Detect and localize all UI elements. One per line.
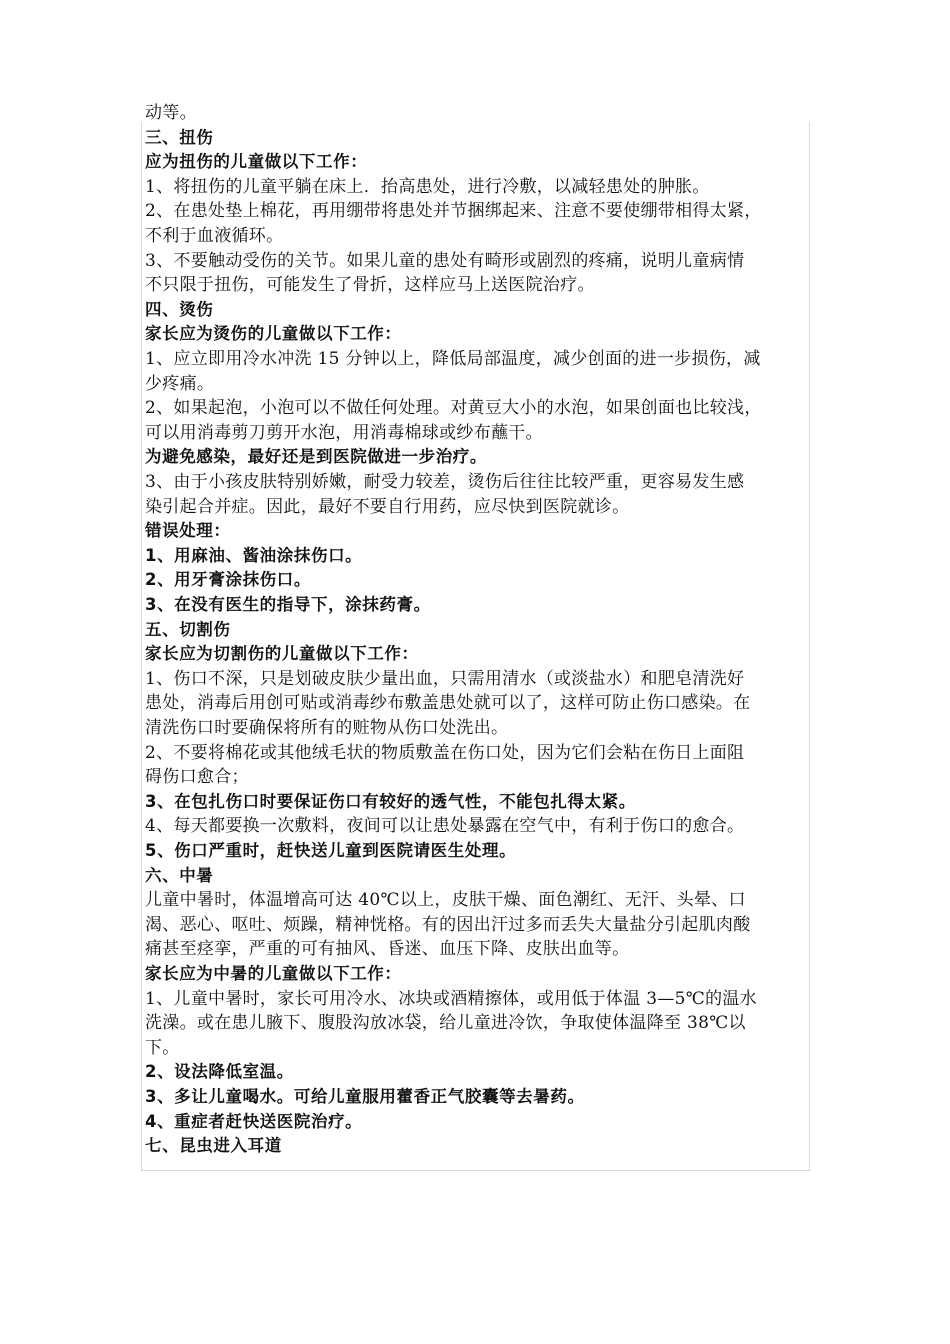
text-line: 3、不要触动受伤的关节。如果儿童的患处有畸形或剧烈的疼痛，说明儿童病情 [145, 250, 745, 271]
bold-text-line: 3、多让儿童喝水。可给儿童服用藿香正气胶囊等去暑药。 [145, 1087, 585, 1106]
text-line: 1、儿童中暑时，家长可用冷水、冰块或酒精擦体，或用低于体温 3—5℃的温水 [145, 988, 757, 1009]
text-line: 洗澡。或在患儿腋下、腹股沟放冰袋，给儿童进冷饮，争取使体温降至 38℃以 [145, 1013, 746, 1034]
bold-text-line: 错误处理： [145, 521, 231, 541]
text-line: 可以用消毒剪刀剪开水泡，用消毒棉球或纱布蘸干。 [145, 422, 543, 443]
bold-text-line: 六、中暑 [145, 865, 214, 885]
bold-text-line: 三、扭伤 [145, 127, 214, 147]
text-line: 渴、恶心、呕吐、烦躁，精神恍格。有的因出汗过多而丢失大量盐分引起肌肉酸 [145, 914, 751, 935]
bold-text-line: 家长应为切割伤的儿童做以下工作： [145, 644, 419, 664]
text-line: 下。 [145, 1037, 180, 1058]
text-line: 1、应立即用冷水冲洗 15 分钟以上，降低局部温度，减少创面的进一步损伤，减 [145, 349, 761, 369]
bold-text-line: 应为扭伤的儿童做以下工作： [145, 152, 368, 172]
text-line: 清洗伤口时要确保将所有的赃物从伤口处洗出。 [145, 718, 509, 738]
bold-text-line: 四、烫伤 [145, 299, 214, 319]
text-line: 动等。 [145, 103, 197, 123]
text-line: 少疼痛。 [145, 373, 215, 394]
text-line: 染引起合并症。因此，最好不要自行用药，应尽快到医院就诊。 [145, 496, 630, 517]
text-line: 3、由于小孩皮肤特别娇嫩，耐受力较差，烫伤后往往比较严重，更容易发生感 [145, 472, 745, 492]
text-line: 2、不要将棉花或其他绒毛状的物质敷盖在伤口处，因为它们会粘在伤日上面阻 [145, 742, 745, 763]
bold-text-line: 5、伤口严重时，赶快送儿童到医院请医生处理。 [145, 841, 517, 860]
bold-text-line: 五、切割伤 [145, 619, 231, 639]
text-line: 碍伤口愈合； [145, 767, 249, 788]
text-line: 不利于血液循环。 [145, 226, 284, 246]
text-line: 痛甚至痉挛，严重的可有抽风、昏迷、血压下降、皮肤出血等。 [145, 939, 630, 960]
text-line: 2、如果起泡，小泡可以不做任何处理。对黄豆大小的水泡，如果创面也比较浅， [145, 398, 762, 419]
bold-text-line: 2、设法降低室温。 [145, 1062, 294, 1082]
text-line: 儿童中暑时，体温增高可达 40℃以上，皮肤干燥、面色潮红、无汗、头晕、口 [145, 890, 746, 911]
bold-text-line: 七、昆虫进入耳道 [145, 1136, 282, 1156]
bold-text-line: 家长应为中暑的儿童做以下工作： [145, 964, 402, 983]
text-line: 不只限于扭伤，可能发生了骨折，这样应马上送医院治疗。 [145, 275, 595, 296]
text-line: 1、将扭伤的儿童平躺在床上．抬高患处，进行冷敷，以减轻患处的肿胀。 [145, 176, 710, 197]
bold-text-line: 家长应为烫伤的儿童做以下工作： [145, 324, 402, 344]
bold-text-line: 1、用麻油、酱油涂抹伤口。 [145, 545, 363, 565]
text-line: 患处，消毒后用创可贴或消毒纱布敷盖患处就可以了，这样可防止伤口感染。在 [145, 693, 751, 714]
text-line: 2、在患处垫上棉花，再用绷带将患处并节捆绑起来、注意不要使绷带相得太紧， [145, 201, 762, 222]
text-line: 1、伤口不深，只是划破皮肤少量出血，只需用清水（或淡盐水）和肥皂清洗好 [145, 668, 745, 689]
text-line: 4、每天都要换一次敷料，夜间可以让患处暴露在空气中，有利于伤口的愈合。 [145, 816, 745, 837]
bold-text-line: 为避免感染，最好还是到医院做进一步治疗。 [145, 447, 487, 467]
bold-text-line: 2、用牙膏涂抹伤口。 [145, 570, 311, 590]
bold-text-line: 4、重症者赶快送医院治疗。 [145, 1111, 363, 1131]
bold-text-line: 3、在包扎伤口时要保证伤口有较好的透气性，不能包扎得太紧。 [145, 791, 636, 811]
bold-text-line: 3、在没有医生的指导下，涂抹药膏。 [145, 595, 431, 614]
